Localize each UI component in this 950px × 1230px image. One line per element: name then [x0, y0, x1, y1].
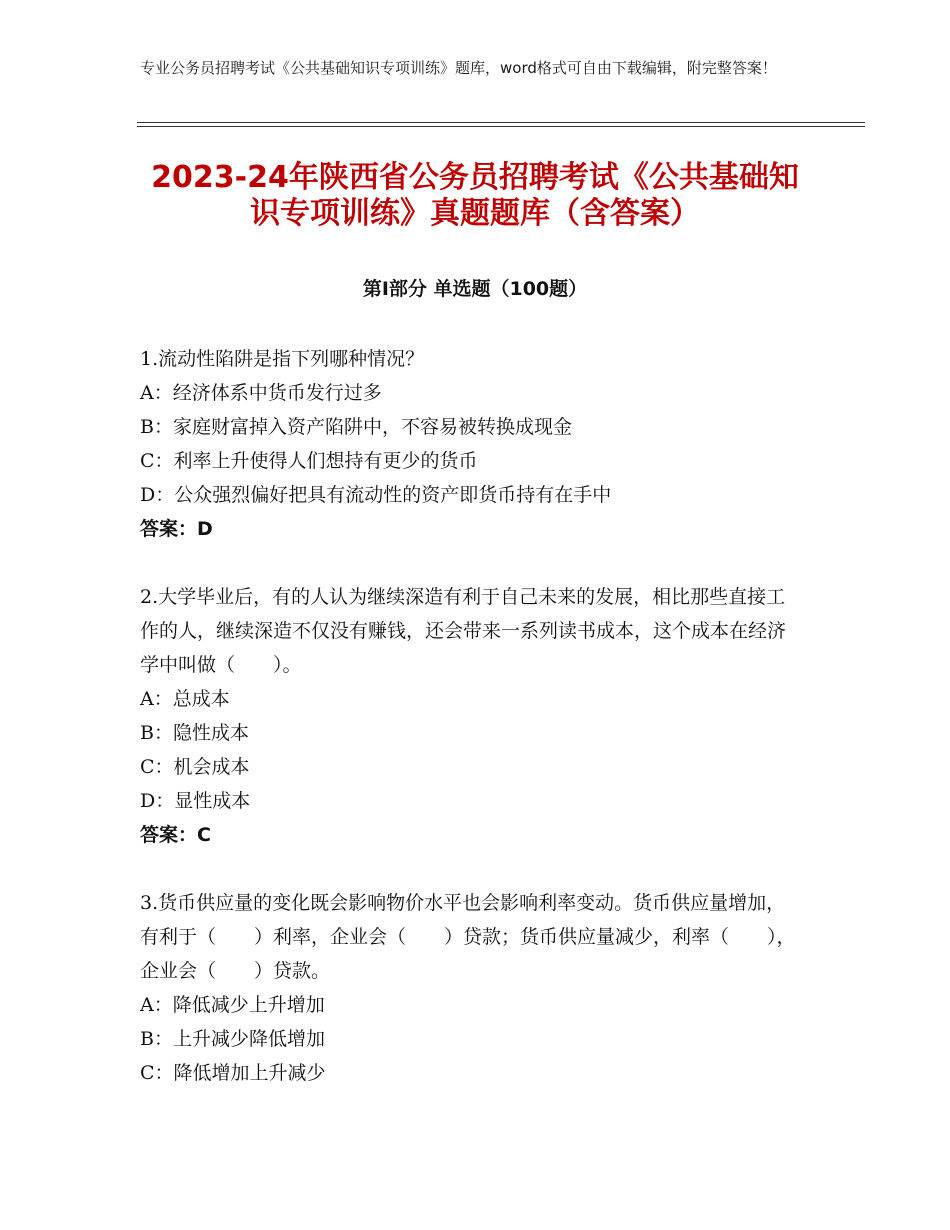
header-divider	[137, 122, 865, 123]
question-item	[140, 886, 800, 1090]
option-c: C：机会成本	[140, 756, 250, 778]
option-d: D：显性成本	[140, 790, 251, 812]
section-title: 第Ⅰ部分 单选题（100题）	[362, 278, 588, 300]
option-a: A：经济体系中货币发行过多	[140, 382, 382, 404]
option-b: B：上升减少降低增加	[140, 1028, 325, 1050]
question-stem: 1.流动性陷阱是指下列哪种情况？	[140, 348, 425, 370]
header-divider-secondary	[137, 126, 865, 127]
answer-line: 答案：C	[140, 824, 211, 846]
question-stem: 3.货币供应量的变化既会影响物价水平也会影响利率变动。货币供应量增加，有利于（ ）利率，企业会（ ）贷款；货币供应量减少，利率（ ），企业会（ ）贷款。	[140, 892, 796, 982]
question-item	[140, 580, 800, 852]
document-title: 2023-24年陕西省公务员招聘考试《公共基础知识专项训练》真题题库（含答案）	[151, 160, 799, 231]
option-c: C：利率上升使得人们想持有更少的货币	[140, 450, 478, 472]
option-d: D：公众强烈偏好把具有流动性的资产即货币持有在手中	[140, 484, 612, 506]
answer-line: 答案：D	[140, 518, 213, 540]
option-b: B：隐性成本	[140, 722, 249, 744]
option-b: B：家庭财富掉入资产陷阱中，不容易被转换成现金	[140, 416, 572, 438]
header-note: 专业公务员招聘考试《公共基础知识专项训练》题库，word格式可自由下载编辑，附完整答案！	[140, 59, 777, 77]
question-stem: 2.大学毕业后，有的人认为继续深造有利于自己未来的发展，相比那些直接工作的人，继续深造不仅没有赚钱，还会带来一系列读书成本，这个成本在经济学中叫做（ ）。	[140, 586, 787, 676]
option-c: C：降低增加上升减少	[140, 1062, 326, 1084]
option-a: A：总成本	[140, 688, 230, 710]
option-a: A：降低减少上升增加	[140, 994, 325, 1016]
question-item	[140, 342, 800, 546]
